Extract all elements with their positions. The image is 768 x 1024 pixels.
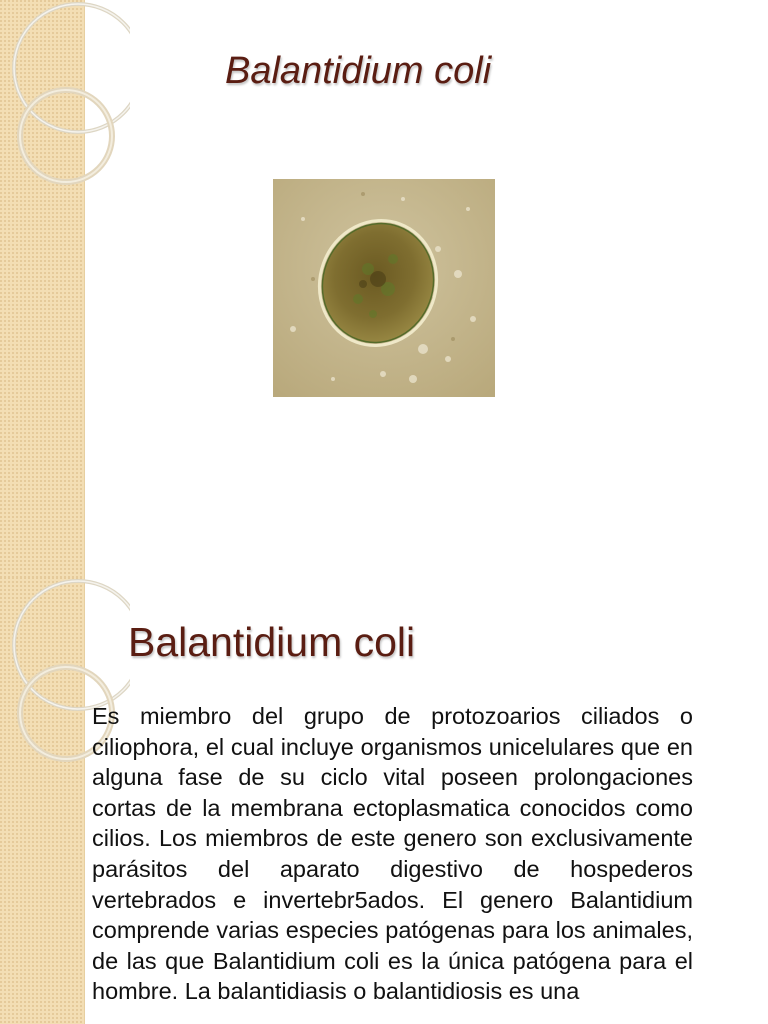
slide-title: Balantidium coli: [128, 619, 416, 665]
decorative-rings-icon: [0, 0, 130, 577]
slide-2: [0, 577, 768, 1024]
body-paragraph: Es miembro del grupo de protozoarios ciliados o ciliophora, el cual incluye organismos unicelulares que en alguna fase de su ciclo vital poseen prolongaciones cortas de la membrana ectoplasmatica conocidos como cilios. Los miembros de este genero son exclusivamente parásitos del aparato digestivo de hospederos vertebrados e invertebr5ados. El genero Balantidium comprende varias especies patógenas para los animales, de las que Balantidium coli es la única patógena para el hombre. La balantidiasis o balantidiosis es una: [92, 703, 693, 1005]
slide-title: Balantidium coli: [225, 50, 492, 92]
microscope-photo-icon: [273, 179, 495, 397]
